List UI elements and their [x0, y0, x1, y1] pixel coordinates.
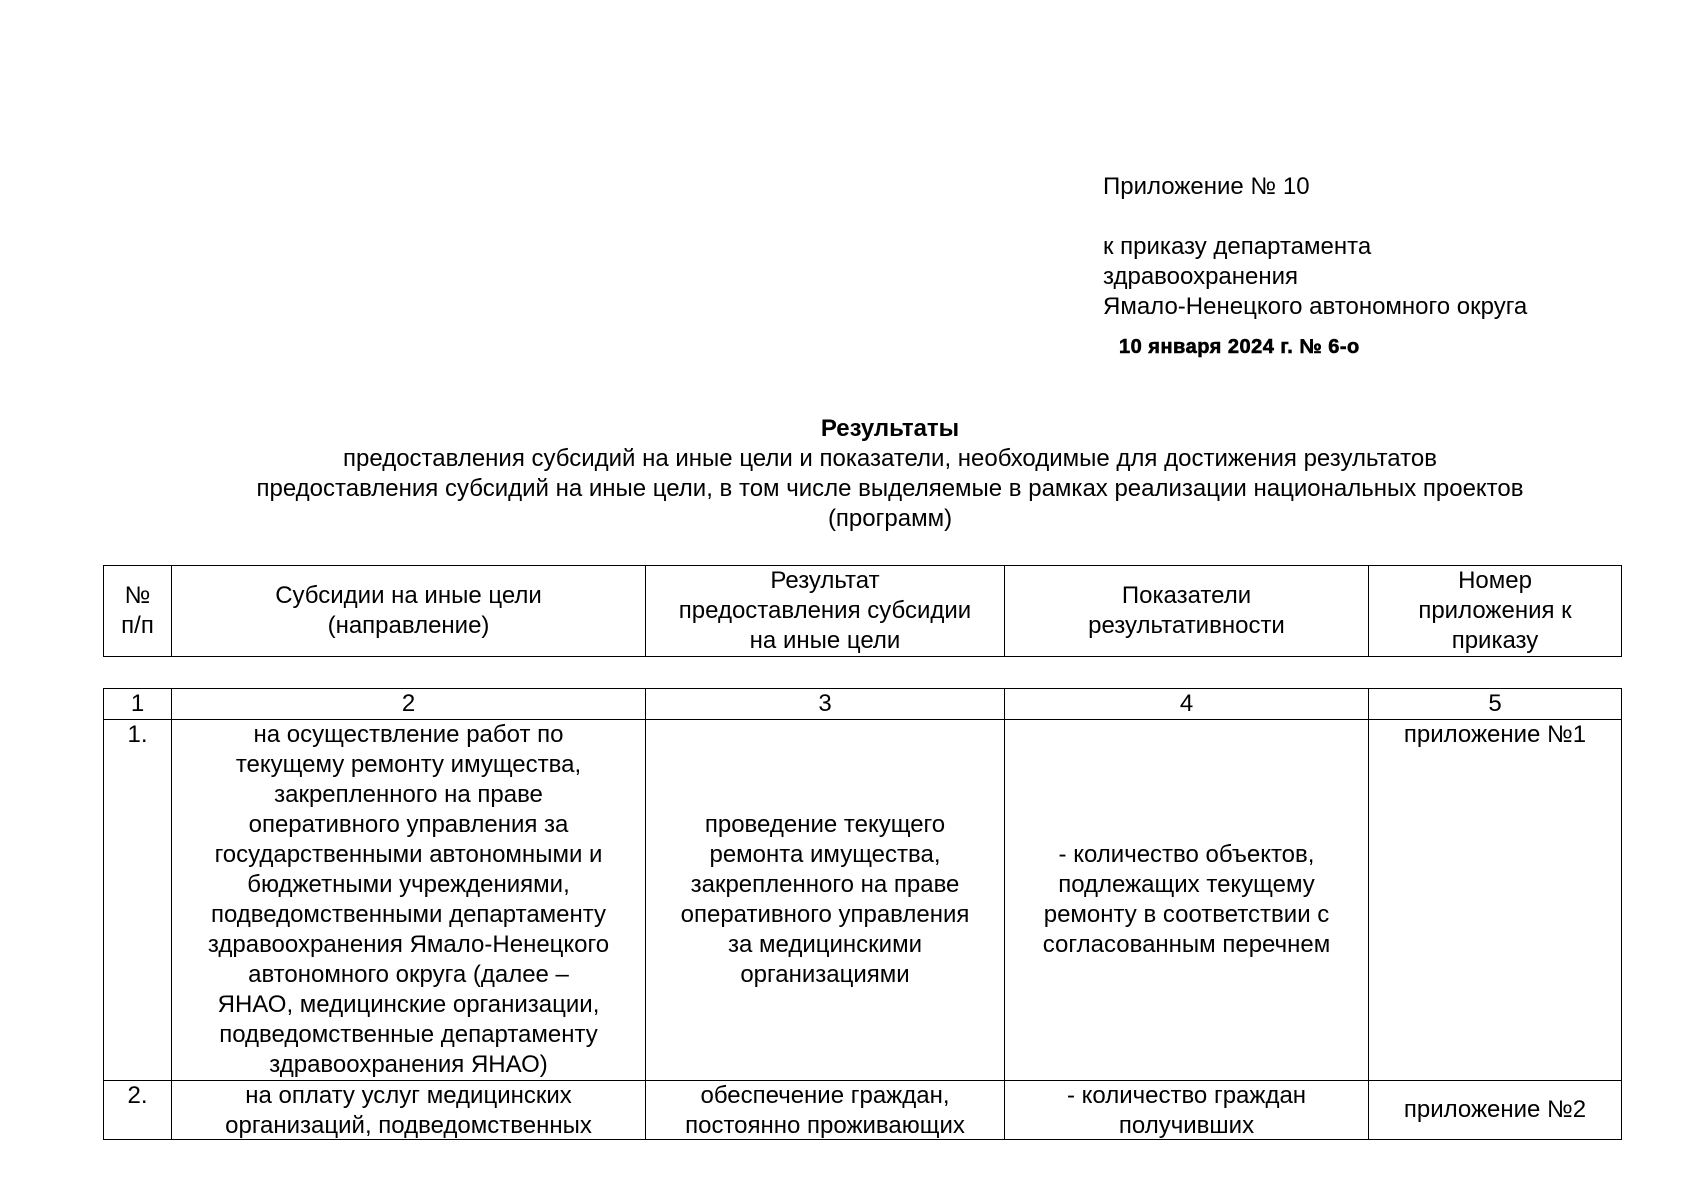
- order-date-stamp: 10 января 2024 г. № 6-о: [1119, 336, 1360, 358]
- appendix-block: [1103, 172, 1527, 360]
- appendix-line-2: здравоохранения: [1103, 263, 1299, 290]
- header-number: № п/п: [104, 566, 172, 657]
- subsidy-cell: на осуществление работ по текущему ремонту имущества, закрепленного на праве оперативного управления за государственными автономными и бюджетными учреждениями, подведомственными департаменту здравоохранения Ямало-Ненецкого автономного округа (далее – ЯНАО, медицинские организации, подведомственные департаменту здравоохранения ЯНАО): [172, 720, 646, 1081]
- document-heading: [150, 414, 1630, 534]
- appendix-line-1: к приказу департамента: [1103, 233, 1372, 260]
- header-indicators: Показатели результативности: [1005, 566, 1369, 657]
- table-row: [104, 1081, 1622, 1140]
- row-number: 2.: [104, 1081, 172, 1140]
- appendix-line-3: Ямало-Ненецкого автономного округа: [1103, 293, 1528, 320]
- heading-line-3: (программ): [827, 505, 953, 532]
- header-result: Результат предоставления субсидии на иные цели: [646, 566, 1005, 657]
- appendix-cell: приложение №1: [1369, 720, 1622, 1081]
- document-title: Результаты: [820, 415, 960, 442]
- heading-line-1: предоставления субсидий на иные цели и показатели, необходимые для достижения результатов: [343, 445, 1437, 472]
- row-number: 1.: [104, 720, 172, 1081]
- header-appendix-number: Номер приложения к приказу: [1369, 566, 1622, 657]
- table-row: [104, 720, 1622, 1081]
- result-cell: обеспечение граждан, постоянно проживающих: [646, 1081, 1005, 1140]
- column-number: 3: [646, 689, 1005, 720]
- appendix-cell: приложение №2: [1369, 1081, 1622, 1140]
- table-header: [103, 565, 1622, 657]
- column-number-row: [104, 689, 1622, 720]
- results-table: [103, 688, 1622, 1140]
- result-cell: проведение текущего ремонта имущества, закрепленного на праве оперативного управления за медицинскими организациями: [646, 720, 1005, 1081]
- header-subsidy: Субсидии на иные цели (направление): [172, 566, 646, 657]
- column-number: 2: [172, 689, 646, 720]
- heading-line-2: предоставления субсидий на иные цели, в том числе выделяемые в рамках реализации национальных проектов: [256, 475, 1524, 502]
- appendix-number: Приложение № 10: [1103, 173, 1310, 200]
- column-number: 4: [1005, 689, 1369, 720]
- indicators-cell: - количество объектов, подлежащих текущему ремонту в соответствии с согласованным перечнем: [1005, 720, 1369, 1081]
- indicators-cell: - количество граждан получивших: [1005, 1081, 1369, 1140]
- subsidy-cell: на оплату услуг медицинских организаций, подведомственных: [172, 1081, 646, 1140]
- column-number: 5: [1369, 689, 1622, 720]
- column-number: 1: [104, 689, 172, 720]
